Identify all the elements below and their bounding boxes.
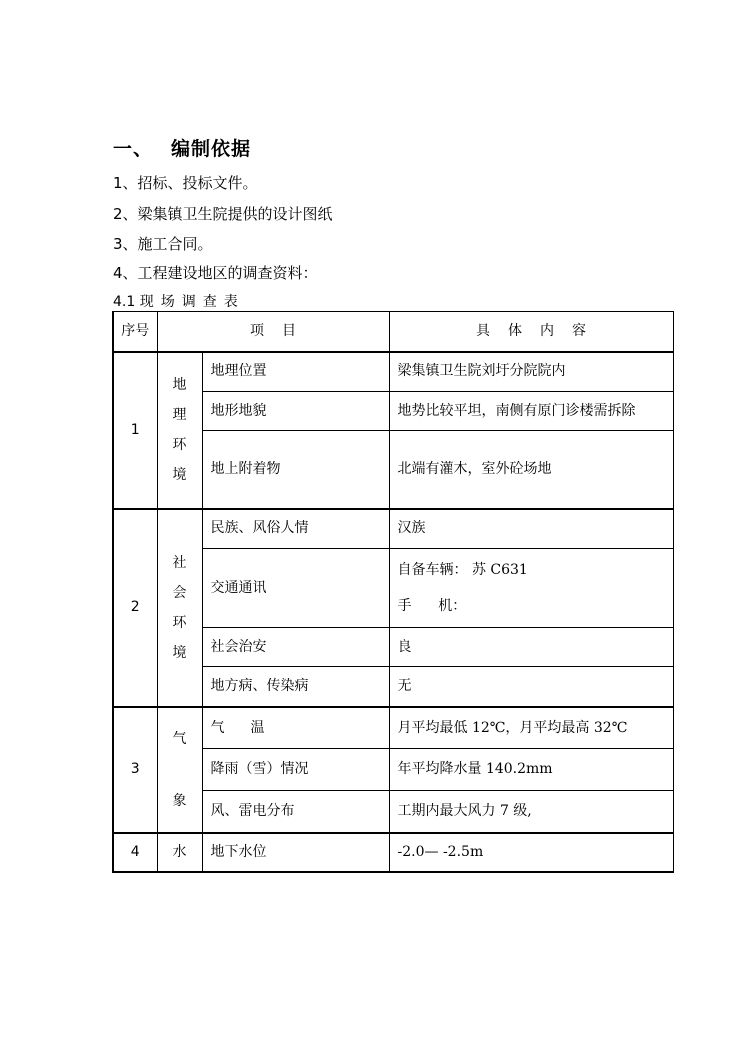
table-caption (113, 291, 245, 311)
table-row (113, 833, 673, 872)
group-4-category: 水 (157, 833, 202, 872)
table-row (113, 509, 673, 549)
row-content-geo-location: 梁集镇卫生院刘圩分院院内 (389, 352, 673, 392)
row-content-temperature: 月平均最低 12℃，月平均最高 32℃ (389, 707, 673, 749)
basis-item-4: 4、工程建设地区的调查资料： (113, 264, 318, 282)
header-item: 项目 (157, 312, 389, 352)
group-3-seq: 3 (113, 707, 157, 833)
row-content-attachments: 北端有灌木，室外砼场地 (389, 431, 673, 509)
table-row (113, 352, 673, 392)
row-content-wind: 工期内最大风力 7 级, (389, 790, 673, 832)
transport-phone: 手 机： (397, 598, 467, 614)
row-item-wind: 风、雷电分布 (202, 790, 389, 832)
row-item-transport: 交通通讯 (202, 549, 389, 628)
group-1-seq: 1 (113, 352, 157, 509)
site-survey-table (112, 311, 674, 873)
row-item-terrain: 地形地貌 (202, 392, 389, 431)
basis-item-2: 2、梁集镇卫生院提供的设计图纸 (113, 205, 333, 223)
row-item-security: 社会治安 (202, 628, 389, 667)
section-number: 一、 (113, 138, 154, 160)
table-caption-number: 4.1 (113, 294, 136, 310)
row-item-geo-location: 地理位置 (202, 352, 389, 392)
row-item-attachments: 地上附着物 (202, 431, 389, 509)
group-2-seq: 2 (113, 509, 157, 707)
header-content: 具体内容 (389, 312, 673, 352)
row-item-temperature: 气温 (202, 707, 389, 749)
basis-item-3: 3、施工合同。 (113, 235, 213, 253)
group-3-category: 气象 (157, 707, 202, 833)
section-heading (113, 134, 251, 161)
row-content-disease: 无 (389, 667, 673, 707)
row-item-rainfall: 降雨（雪）情况 (202, 749, 389, 790)
row-content-ethnicity: 汉族 (389, 509, 673, 549)
group-1-category: 地理环境 (157, 352, 202, 509)
basis-item-1: 1、招标、投标文件。 (113, 174, 258, 192)
row-item-ethnicity: 民族、风俗人情 (202, 509, 389, 549)
row-content-groundwater: -2.0— -2.5m (389, 833, 673, 872)
row-content-transport (389, 549, 673, 628)
table-header-row (113, 312, 673, 352)
section-title: 编制依据 (171, 138, 252, 160)
group-2-category: 社会环境 (157, 509, 202, 707)
row-content-security: 良 (389, 628, 673, 667)
row-content-rainfall: 年平均降水量 140.2mm (389, 749, 673, 790)
row-item-disease: 地方病、传染病 (202, 667, 389, 707)
row-item-groundwater: 地下水位 (202, 833, 389, 872)
row-content-terrain: 地势比较平坦，南侧有原门诊楼需拆除 (389, 392, 673, 431)
header-seq: 序号 (113, 312, 157, 352)
table-row (113, 707, 673, 749)
table-caption-title: 现场调查表 (139, 294, 245, 310)
group-4-seq: 4 (113, 833, 157, 872)
transport-vehicle: 自备车辆： 苏 C631 (397, 562, 528, 578)
